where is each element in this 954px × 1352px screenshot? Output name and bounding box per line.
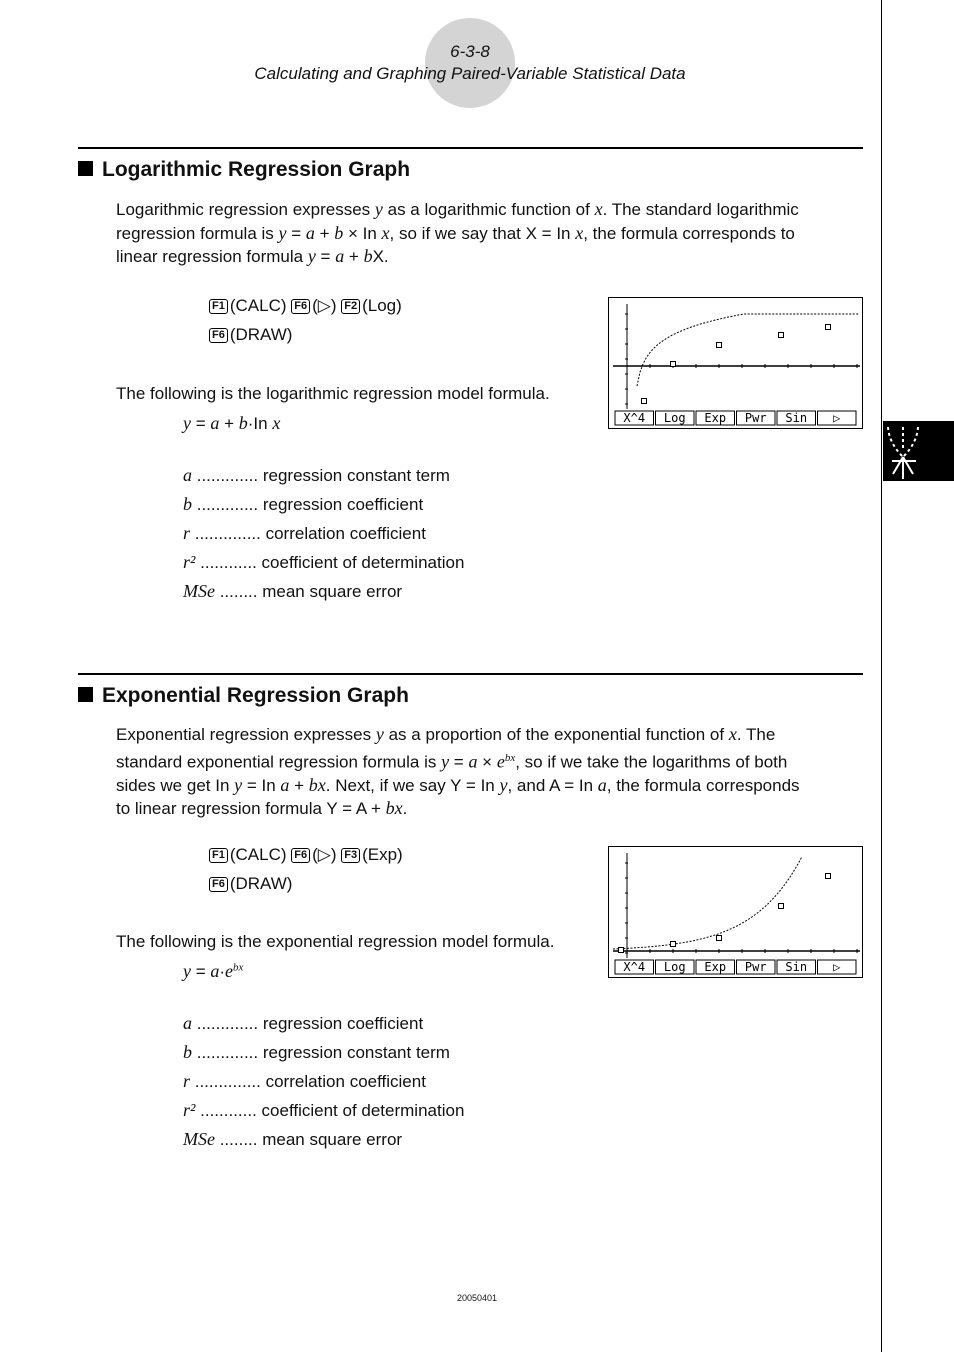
section-title-log: Logarithmic Regression Graph	[78, 158, 410, 182]
definition-dots: ..............	[190, 524, 266, 543]
margin-line	[881, 0, 882, 1352]
paragraph-line: Exponential regression expresses y as a proportion of the exponential function of x. The	[116, 724, 776, 744]
key-sequence-log-draw	[209, 325, 292, 345]
definition-row	[183, 1038, 464, 1067]
definition-text: coefficient of determination	[261, 1101, 465, 1120]
side-tab	[883, 421, 954, 481]
key-label: (DRAW)	[229, 874, 293, 893]
definition-symbol: MSe	[183, 1129, 215, 1149]
regression-curve	[613, 857, 802, 950]
section-paragraph-log	[116, 198, 856, 269]
data-point	[826, 325, 831, 330]
menu-label: ▷	[833, 960, 841, 974]
f2-key: F2	[341, 299, 360, 314]
definition-text: regression constant term	[262, 466, 450, 485]
definition-text: coefficient of determination	[261, 553, 465, 572]
f6-key: F6	[291, 299, 310, 314]
paragraph-line: linear regression formula y = a + bX.	[116, 246, 389, 266]
definition-list-log	[183, 461, 464, 606]
section-divider	[78, 147, 863, 149]
paragraph-line: regression formula is y = a + b × In x, so if we say that X = In x, the formula corresponds to	[116, 222, 795, 243]
footer-code: 20050401	[456, 1293, 498, 1303]
definition-text: mean square error	[262, 582, 403, 601]
key-label: (▷)	[312, 296, 337, 315]
definition-text: regression coefficient	[262, 1014, 424, 1033]
menu-label: Pwr	[744, 960, 767, 974]
key-sequence-exp	[209, 845, 403, 865]
menu-label: Exp	[704, 411, 727, 425]
definition-symbol: b	[183, 494, 192, 514]
definition-dots: .............	[192, 466, 263, 485]
paragraph-line: sides we get In y = In a + bx. Next, if we say Y = In y, and A = In a, the formula corresponds	[116, 774, 800, 795]
definition-row	[183, 1125, 464, 1154]
menu-label: Log	[663, 411, 686, 425]
definition-dots: ..............	[190, 1072, 266, 1091]
formula-intro-log: The following is the logarithmic regression model formula.	[116, 384, 550, 403]
calculator-screen-exp	[608, 846, 863, 978]
definition-dots: ............	[195, 1101, 262, 1120]
definition-symbol: b	[183, 1042, 192, 1062]
definition-dots: ............	[195, 553, 262, 572]
paragraph-line: Logarithmic regression expresses y as a logarithmic function of x. The standard logarithmic	[116, 199, 799, 219]
data-point	[642, 399, 647, 404]
f1-key: F1	[209, 299, 228, 314]
definition-dots: ........	[214, 1130, 263, 1149]
f6-key: F6	[209, 877, 228, 892]
data-point	[717, 343, 722, 348]
definition-row	[183, 519, 464, 548]
menu-label: Sin	[785, 411, 808, 425]
formula-intro-exp: The following is the exponential regression model formula.	[116, 932, 555, 951]
definition-symbol: r	[183, 1071, 191, 1091]
definition-symbol: r	[183, 523, 191, 543]
square-bullet-icon	[78, 687, 93, 702]
data-point	[779, 333, 784, 338]
definition-row	[183, 1067, 464, 1096]
definition-dots: .............	[192, 1043, 263, 1062]
definition-text: regression constant term	[262, 1043, 450, 1062]
page-title: Calculating and Graphing Paired-Variable Statistical Data	[254, 64, 686, 83]
definition-dots: .............	[192, 1014, 263, 1033]
definition-symbol: r²	[183, 1100, 196, 1120]
regression-icon	[883, 421, 954, 481]
page-number: 6-3-8	[450, 42, 490, 61]
key-label: (Log)	[362, 296, 402, 315]
menu-label: Sin	[785, 960, 808, 974]
definition-row	[183, 577, 464, 606]
log-regression-graph	[609, 298, 862, 428]
header-circle	[425, 18, 515, 108]
paragraph-line: standard exponential regression formula is $y = a \times e^{bx}$, so if we take the logarithms of both	[116, 751, 788, 772]
definition-text: regression coefficient	[262, 495, 424, 514]
definition-list-exp	[183, 1009, 464, 1154]
model-formula-exp: $y = a\cdot e^{bx}$	[183, 961, 244, 981]
f3-key: F3	[341, 848, 360, 863]
key-label: (CALC)	[229, 296, 287, 315]
definition-row	[183, 490, 464, 519]
menu-label: Exp	[704, 960, 727, 974]
f1-key: F1	[209, 848, 228, 863]
data-point	[619, 948, 624, 953]
definition-symbol: a	[183, 465, 192, 485]
section-paragraph-exp	[116, 723, 856, 821]
exp-regression-graph	[609, 847, 862, 977]
key-label: (Exp)	[362, 845, 403, 864]
key-sequence-exp-draw	[209, 874, 292, 894]
f6-key: F6	[209, 328, 228, 343]
definition-text: correlation coefficient	[265, 1072, 426, 1091]
definition-row	[183, 548, 464, 577]
paragraph-line: to linear regression formula Y = A + bx.	[116, 798, 408, 819]
key-label: (▷)	[312, 845, 337, 864]
menu-label: X^4	[623, 411, 646, 425]
data-point	[671, 942, 676, 947]
menu-label: ▷	[833, 411, 841, 425]
menu-label: Log	[663, 960, 686, 974]
menu-label: X^4	[623, 960, 646, 974]
model-formula-log: y = a + b·In x	[183, 413, 281, 433]
definition-symbol: a	[183, 1013, 192, 1033]
section-title-exp: Exponential Regression Graph	[78, 684, 409, 708]
definition-text: mean square error	[262, 1130, 403, 1149]
menu-label: Pwr	[744, 411, 767, 425]
key-label: (DRAW)	[229, 325, 293, 344]
definition-symbol: MSe	[183, 581, 215, 601]
data-point	[717, 936, 722, 941]
section-divider	[78, 673, 863, 675]
definition-row	[183, 461, 464, 490]
definition-symbol: r²	[183, 552, 196, 572]
calculator-screen-log	[608, 297, 863, 429]
definition-row	[183, 1009, 464, 1038]
f6-key: F6	[291, 848, 310, 863]
data-point	[826, 874, 831, 879]
definition-dots: ........	[214, 582, 263, 601]
definition-text: correlation coefficient	[265, 524, 426, 543]
key-label: (CALC)	[229, 845, 287, 864]
square-bullet-icon	[78, 161, 93, 176]
data-point	[779, 904, 784, 909]
definition-dots: .............	[192, 495, 263, 514]
definition-row	[183, 1096, 464, 1125]
key-sequence-log	[209, 296, 402, 316]
data-point	[671, 362, 676, 367]
